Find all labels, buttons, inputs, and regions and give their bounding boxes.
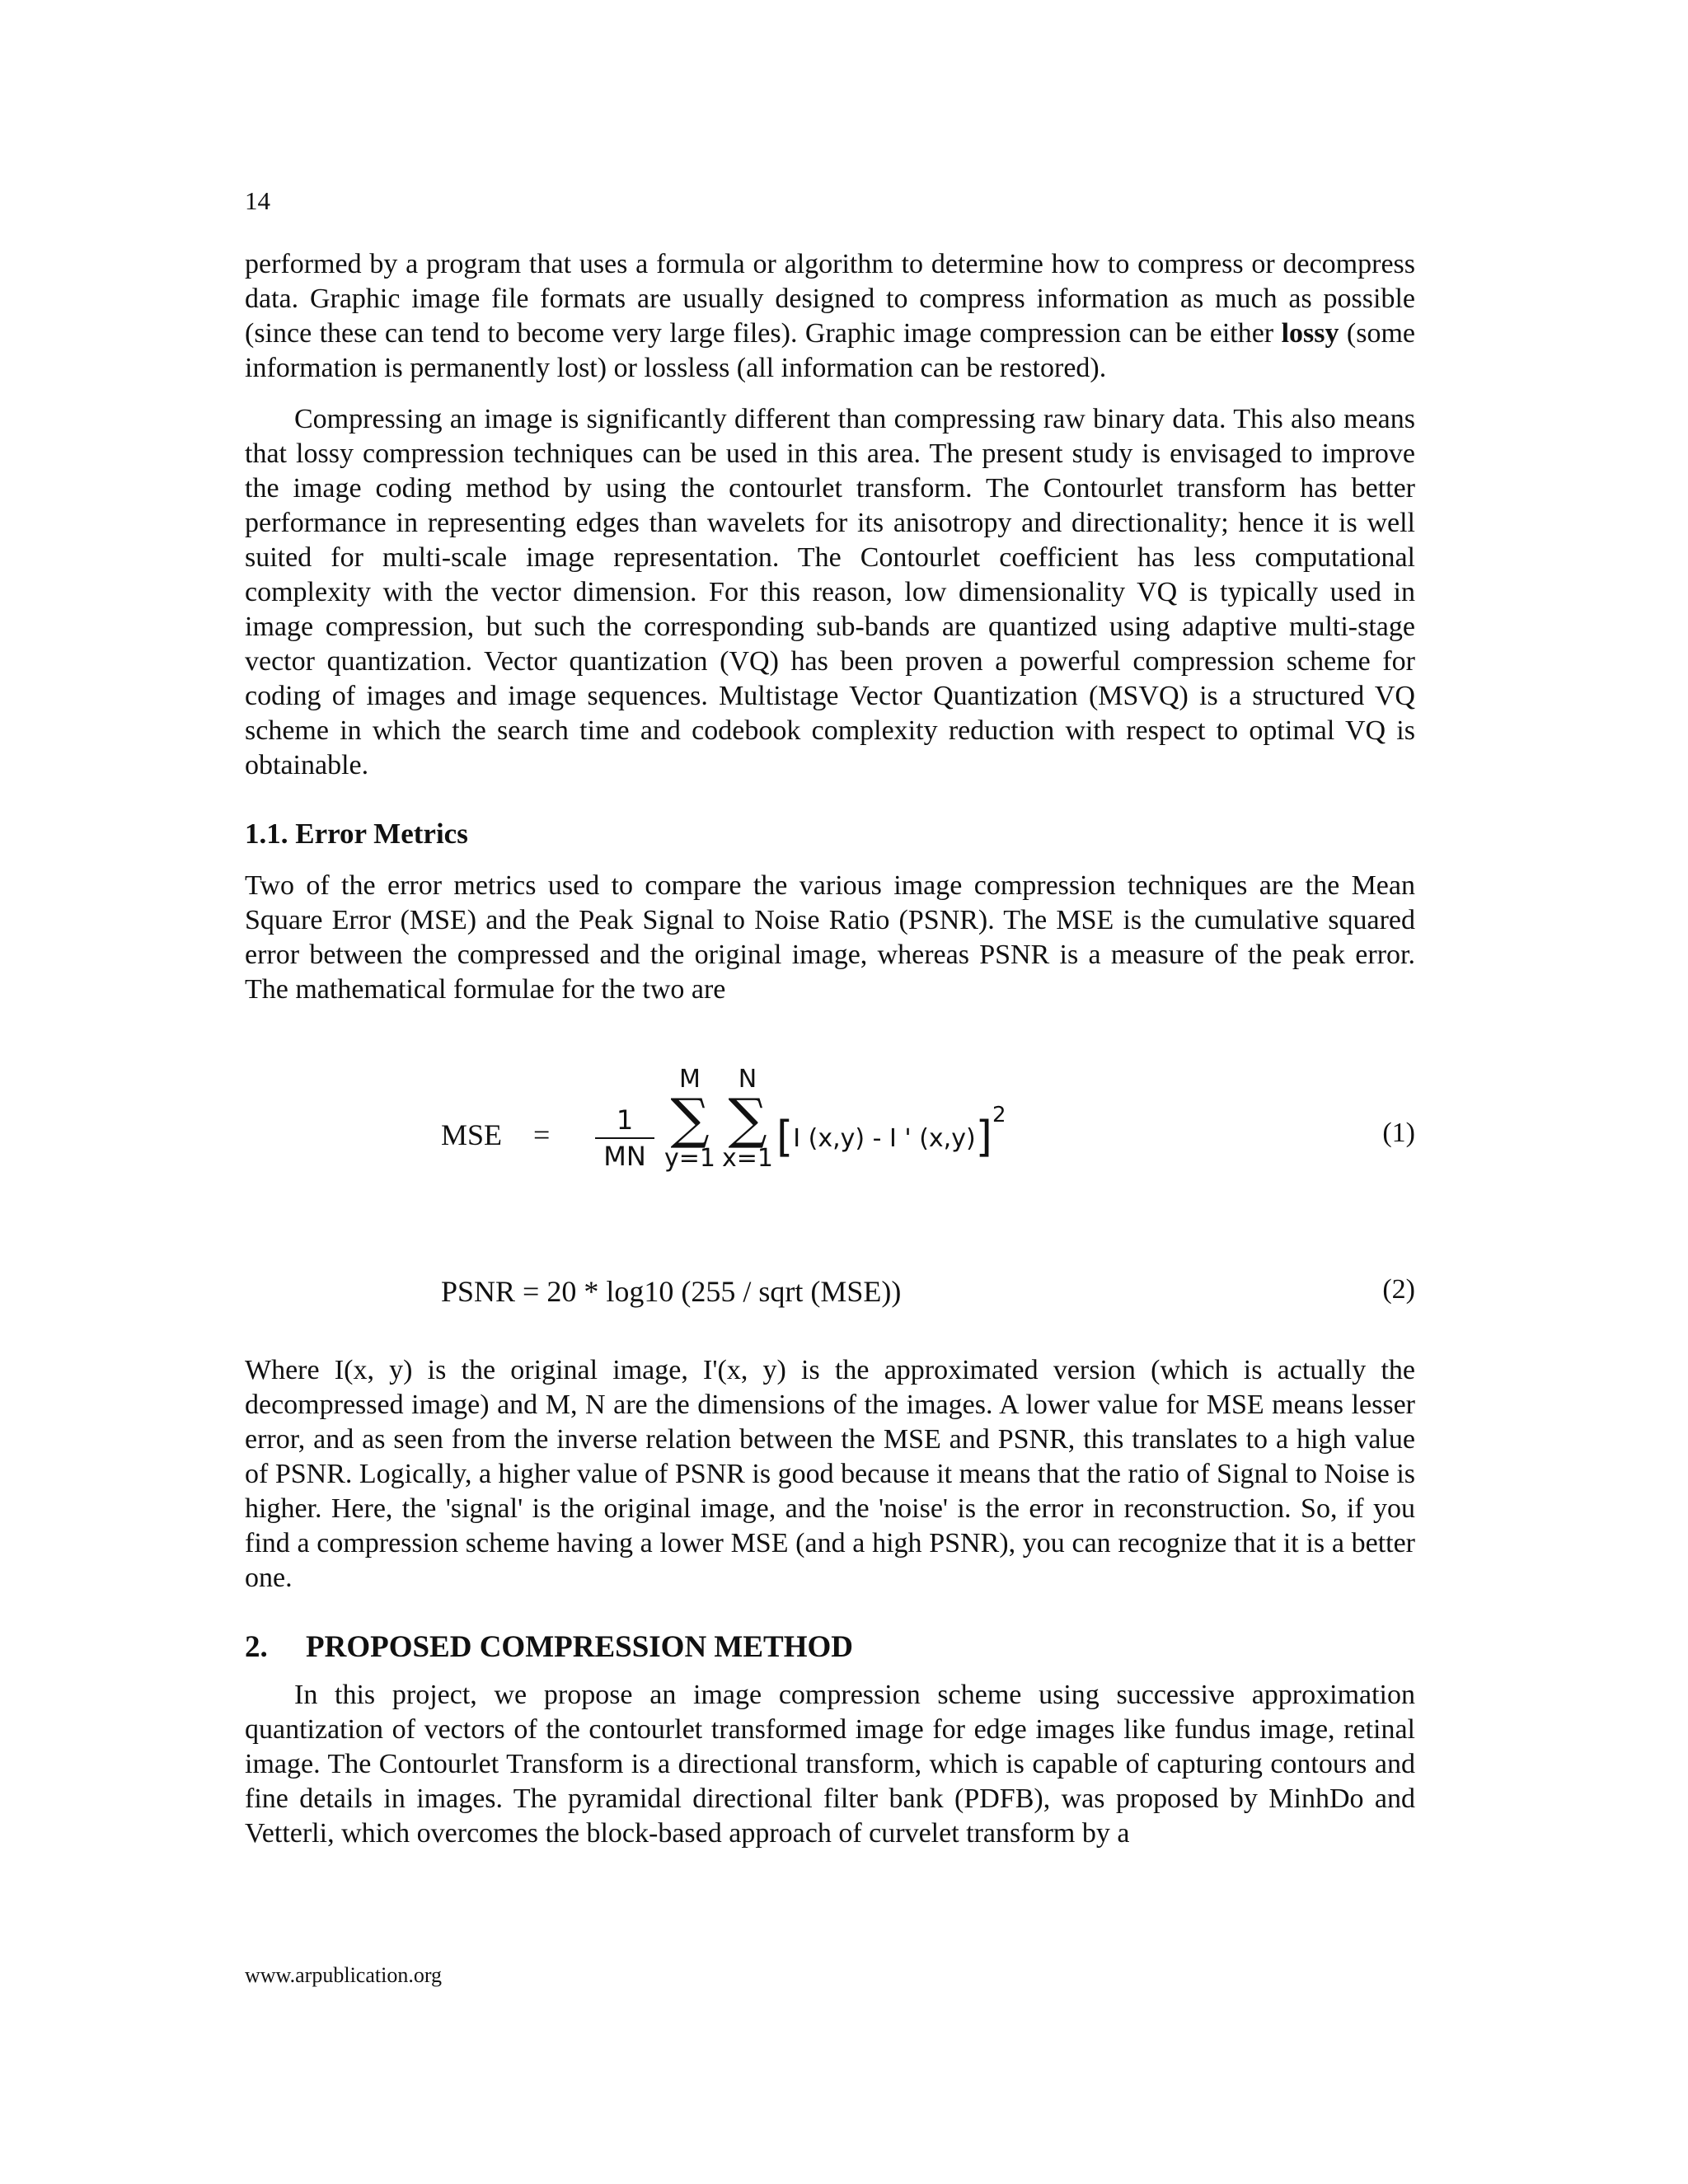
section-heading-error-metrics: 1.1. Error Metrics: [245, 818, 468, 850]
section-heading-proposed-method: 2. PROPOSED COMPRESSION METHOD: [245, 1630, 853, 1664]
equation-mse: [245, 1065, 1415, 1193]
fraction-one-over-mn: $\frac{1}{MN}$: [595, 1104, 654, 1172]
proposed-method-paragraph: In this project, we propose an image compression scheme using successive approximation quantization of vectors of the contourlet transformed image for edge images like fundus image, retinal image. The Contourlet Transform is a directional transform, which is capable of capturing contours and fine details in images. The pyramidal directional filter bank (PDFB), was proposed by MinhDo and Vetterli, which overcomes the block-based approach of curvelet transform by a: [245, 1680, 1415, 1849]
intro-paragraph-2: Compressing an image is significantly different than compressing raw binary data. This also means that lossy compression techniques can be used in this area. The present study is envisaged to improve the image coding method by using the contourlet transform. The Contourlet transform has better performance in representing edges than wavelets for its anisotropy and directionality; hence it is well suited for multi-scale image representation. The Contourlet coefficient has less computational complexity with the vector dimension. For this reason, low dimensionality VQ is typically used in image compression, but such the corresponding sub-bands are quantized using adaptive multi-stage vector quantization. Vector quantization (VQ) has been proven a powerful compression scheme for coding of images and image sequences. Multistage Vector Quantization (MSVQ) is a structured VQ scheme in which the search time and codebook complexity reduction with respect to optimal VQ is obtainable.: [245, 404, 1415, 780]
intro-paragraph-1: performed by a program that uses a formula or algorithm to determine how to compress or decompress data. Graphic image file formats are usually designed to compress information as much as possible (since these can tend to become very large files). Graphic image compression can be either lossy (some information is permanently lost) or lossless (all information can be restored).: [245, 249, 1416, 383]
equation-2-number: (2): [1382, 1274, 1415, 1305]
equation-1-number: (1): [1382, 1118, 1415, 1148]
equation-1-equals: =: [533, 1118, 551, 1151]
equation-psnr: [245, 1274, 1415, 1324]
where-paragraph: Where I(x, y) is the original image, I'(x, y) is the approximated version (which is actually the decompressed image) and M, N are the dimensions of the images. A lower value for MSE means lesser error, and as seen from the inverse relation between the MSE and PSNR, this translates to a high value of PSNR. Logically, a higher value of PSNR is good because it means that the ratio of Signal to Noise is higher. Here, the 'signal' is the original image, and the 'noise' is the error in reconstruction. So, if you find a compression scheme having a lower MSE (and a high PSNR), you can recognize that it is a better one.: [245, 1355, 1415, 1593]
summation-y: M ∑ y=1: [664, 1065, 715, 1173]
equation-1-lhs: MSE: [441, 1118, 503, 1151]
summation-x: N ∑ x=1: [722, 1065, 773, 1173]
page-content: [245, 247, 1415, 1851]
footer-url: www.arpublication.org: [245, 1963, 443, 1987]
squared-difference-expression: [I (x,y) - I ' (x,y)]2: [776, 1103, 1006, 1162]
bold-term-lossy: lossy: [1281, 318, 1339, 349]
error-metrics-paragraph: Two of the error metrics used to compare the various image compression techniques are the Mean Square Error (MSE) and the Peak Signal to Noise Ratio (PSNR). The MSE is the cumulative squared error between the compressed and the original image, whereas PSNR is a measure of the peak error. The mathematical formulae for the two are: [245, 870, 1415, 1005]
page-number: 14: [245, 186, 270, 215]
equation-2-text: PSNR = 20 * log10 (255 / sqrt (MSE)): [441, 1275, 902, 1308]
